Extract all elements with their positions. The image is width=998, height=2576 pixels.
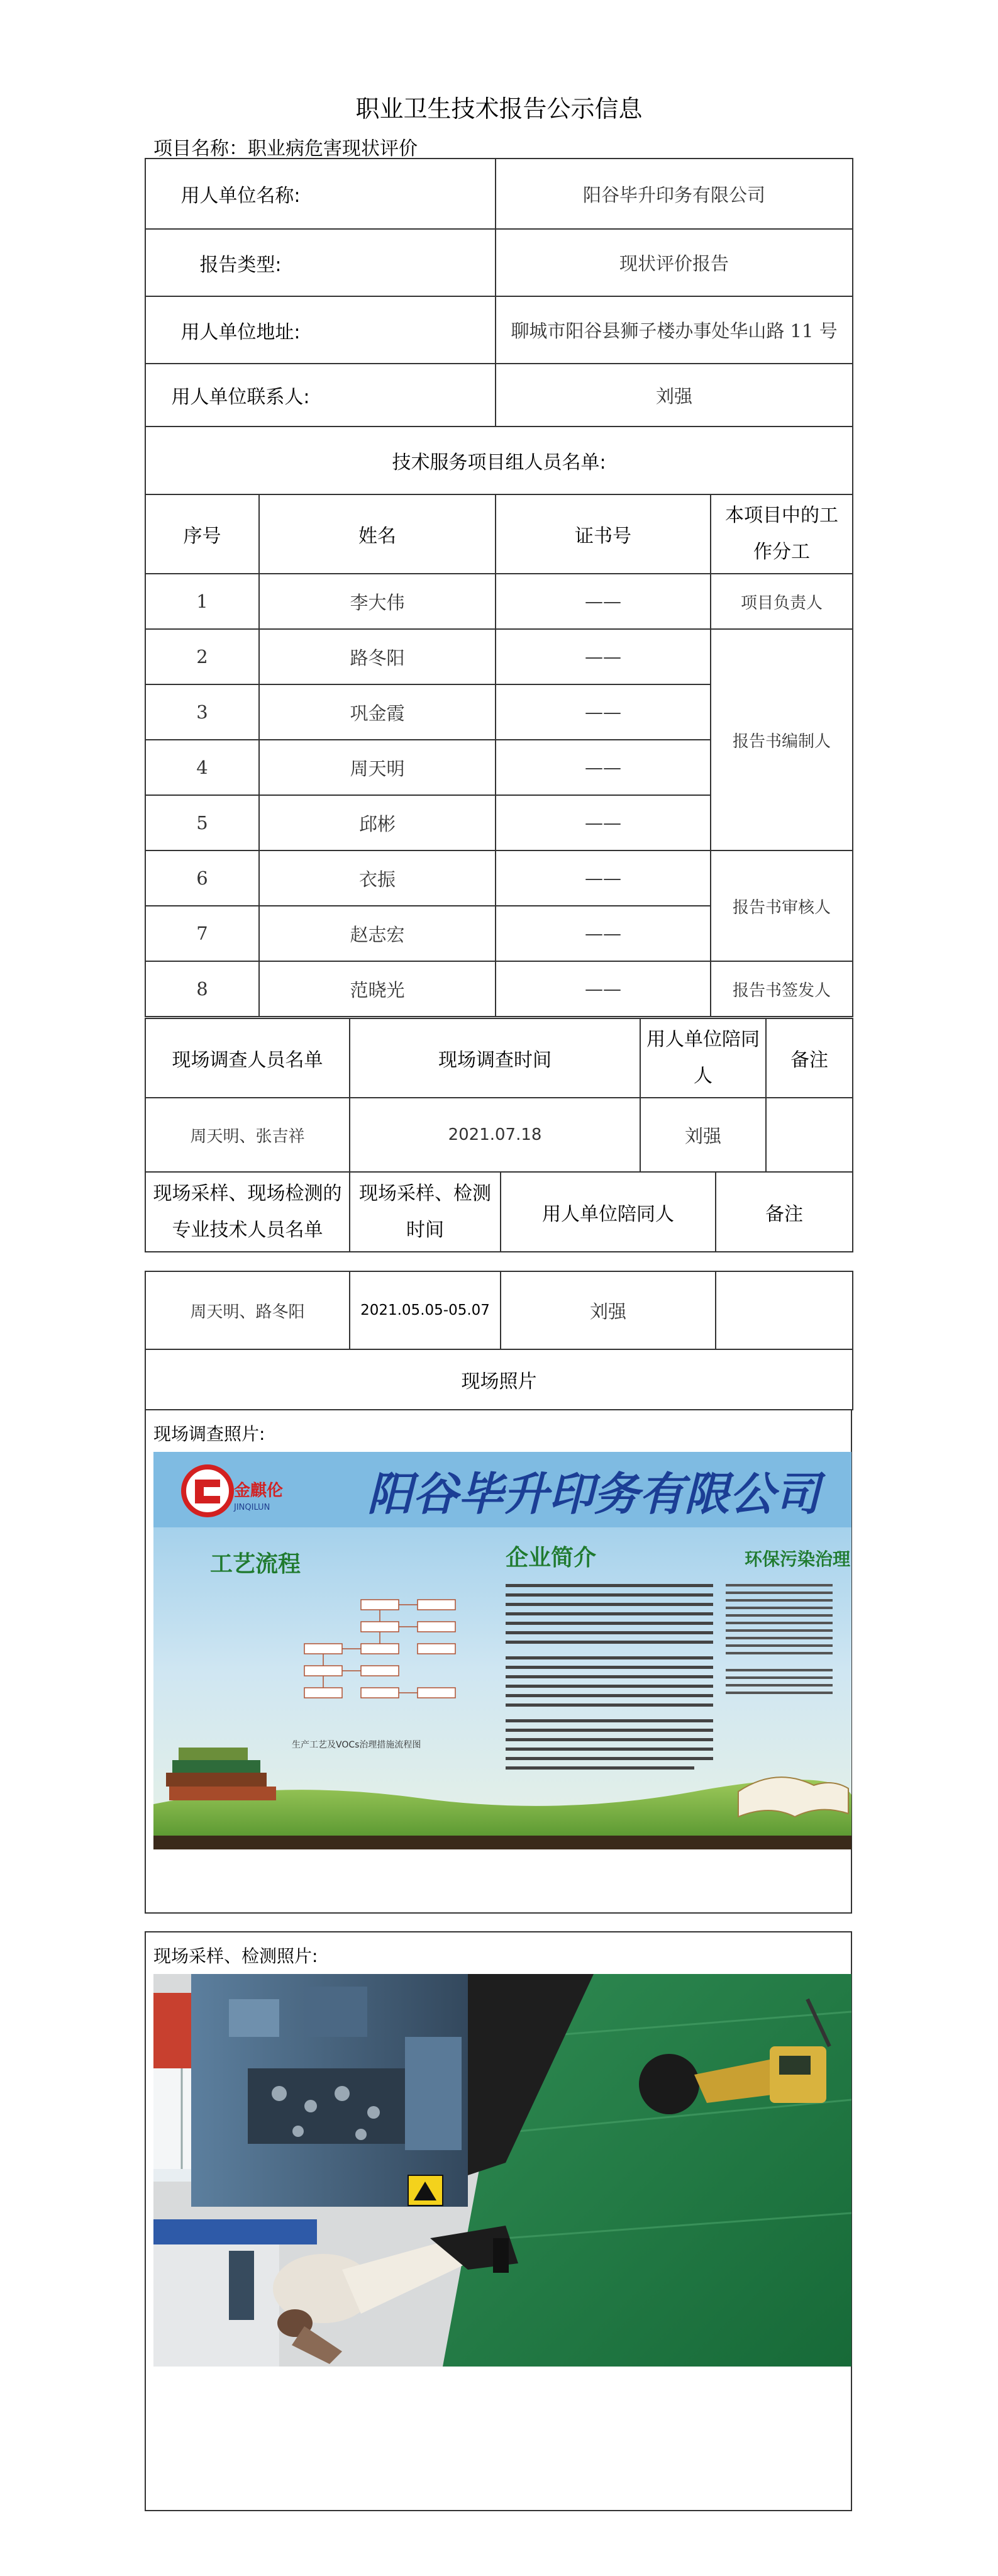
survey-photo — [153, 1452, 851, 1849]
report-type-label: 报告类型: — [145, 229, 496, 296]
team-row-name: 范晓光 — [259, 961, 496, 1017]
team-row-name: 李大伟 — [259, 574, 496, 629]
project-name-prefix: 项目名称： — [153, 138, 248, 160]
survey-staff-header: 现场调查人员名单 — [145, 1018, 350, 1098]
col-cert-header: 证书号 — [496, 494, 711, 574]
board-section-intro: 企业简介 — [506, 1545, 597, 1571]
board-flow-caption: 生产工艺及VOCs治理措施流程图 — [292, 1740, 421, 1750]
team-row-no: 3 — [145, 684, 259, 740]
team-row-name: 赵志宏 — [259, 906, 496, 961]
sampling-staff-header: 现场采样、现场检测的专业技术人员名单 — [145, 1172, 350, 1252]
survey-staff: 周天明、张吉祥 — [145, 1098, 350, 1172]
team-heading: 技术服务项目组人员名单: — [145, 427, 853, 494]
team-row-no: 6 — [145, 850, 259, 906]
team-row-cert: —— — [496, 629, 711, 684]
survey-table — [145, 1018, 853, 1173]
team-row-name: 周天明 — [259, 740, 496, 795]
project-name-line — [153, 133, 418, 160]
survey-note-header: 备注 — [766, 1018, 853, 1098]
sampling-staff: 周天明、路冬阳 — [145, 1271, 350, 1349]
sampling-note — [716, 1271, 853, 1349]
survey-time: 2021.07.18 — [350, 1098, 640, 1172]
role-issuer: 报告书签发人 — [711, 961, 853, 1017]
col-role-header: 本项目中的工作分工 — [711, 494, 853, 574]
board-logo-text: 金麒伦 — [234, 1481, 284, 1500]
sampling-header-table — [145, 1171, 853, 1252]
team-row-cert: —— — [496, 850, 711, 906]
sampling-time-header: 现场采样、检测时间 — [350, 1172, 501, 1252]
survey-photo-label: 现场调查照片: — [153, 1424, 265, 1444]
team-row-cert: —— — [496, 684, 711, 740]
sampling-time: 2021.05.05-05.07 — [350, 1271, 501, 1349]
contact-value: 刘强 — [496, 364, 853, 427]
sampling-accompany-header: 用人单位陪同人 — [501, 1172, 716, 1252]
photos-heading: 现场照片 — [145, 1349, 853, 1410]
team-row-name: 衣振 — [259, 850, 496, 906]
sampling-table — [145, 1271, 853, 1410]
team-row-no: 1 — [145, 574, 259, 629]
team-row-cert: —— — [496, 961, 711, 1017]
survey-note — [766, 1098, 853, 1172]
team-row-cert: —— — [496, 574, 711, 629]
team-row-no: 5 — [145, 795, 259, 850]
team-row-no: 4 — [145, 740, 259, 795]
col-no-header: 序号 — [145, 494, 259, 574]
sampling-photo — [153, 1974, 851, 2367]
sampling-note-header: 备注 — [716, 1172, 853, 1252]
team-row-no: 8 — [145, 961, 259, 1017]
team-row-cert: —— — [496, 740, 711, 795]
sampling-photo-label: 现场采样、检测照片: — [153, 1946, 318, 1966]
survey-time-header: 现场调查时间 — [350, 1018, 640, 1098]
employer-value: 阳谷毕升印务有限公司 — [496, 159, 853, 229]
page-title: 职业卫生技术报告公示信息 — [355, 95, 643, 123]
survey-accompany-header: 用人单位陪同人 — [640, 1018, 766, 1098]
team-row-name: 路冬阳 — [259, 629, 496, 684]
contact-label: 用人单位联系人: — [145, 364, 496, 427]
address-value: 聊城市阳谷县狮子楼办事处华山路 11 号 — [496, 296, 853, 364]
board-section-env: 环保污染治理 — [745, 1549, 851, 1570]
team-row-cert: —— — [496, 906, 711, 961]
role-leader: 项目负责人 — [711, 574, 853, 629]
team-row-no: 2 — [145, 629, 259, 684]
project-name-value: 职业病危害现状评价 — [248, 138, 418, 160]
board-logo-sub: JINQILUN — [234, 1503, 270, 1512]
role-writer: 报告书编制人 — [711, 629, 853, 850]
board-section-process: 工艺流程 — [210, 1551, 301, 1577]
team-row-name: 巩金霞 — [259, 684, 496, 740]
sampling-accompany: 刘强 — [501, 1271, 716, 1349]
info-table — [145, 158, 853, 1017]
team-row-name: 邱彬 — [259, 795, 496, 850]
report-type-value: 现状评价报告 — [496, 229, 853, 296]
address-label: 用人单位地址: — [145, 296, 496, 364]
employer-label: 用人单位名称: — [145, 159, 496, 229]
role-reviewer: 报告书审核人 — [711, 850, 853, 961]
team-row-no: 7 — [145, 906, 259, 961]
survey-accompany: 刘强 — [640, 1098, 766, 1172]
board-company-name: 阳谷毕升印务有限公司 — [367, 1468, 821, 1520]
team-row-cert: —— — [496, 795, 711, 850]
col-name-header: 姓名 — [259, 494, 496, 574]
